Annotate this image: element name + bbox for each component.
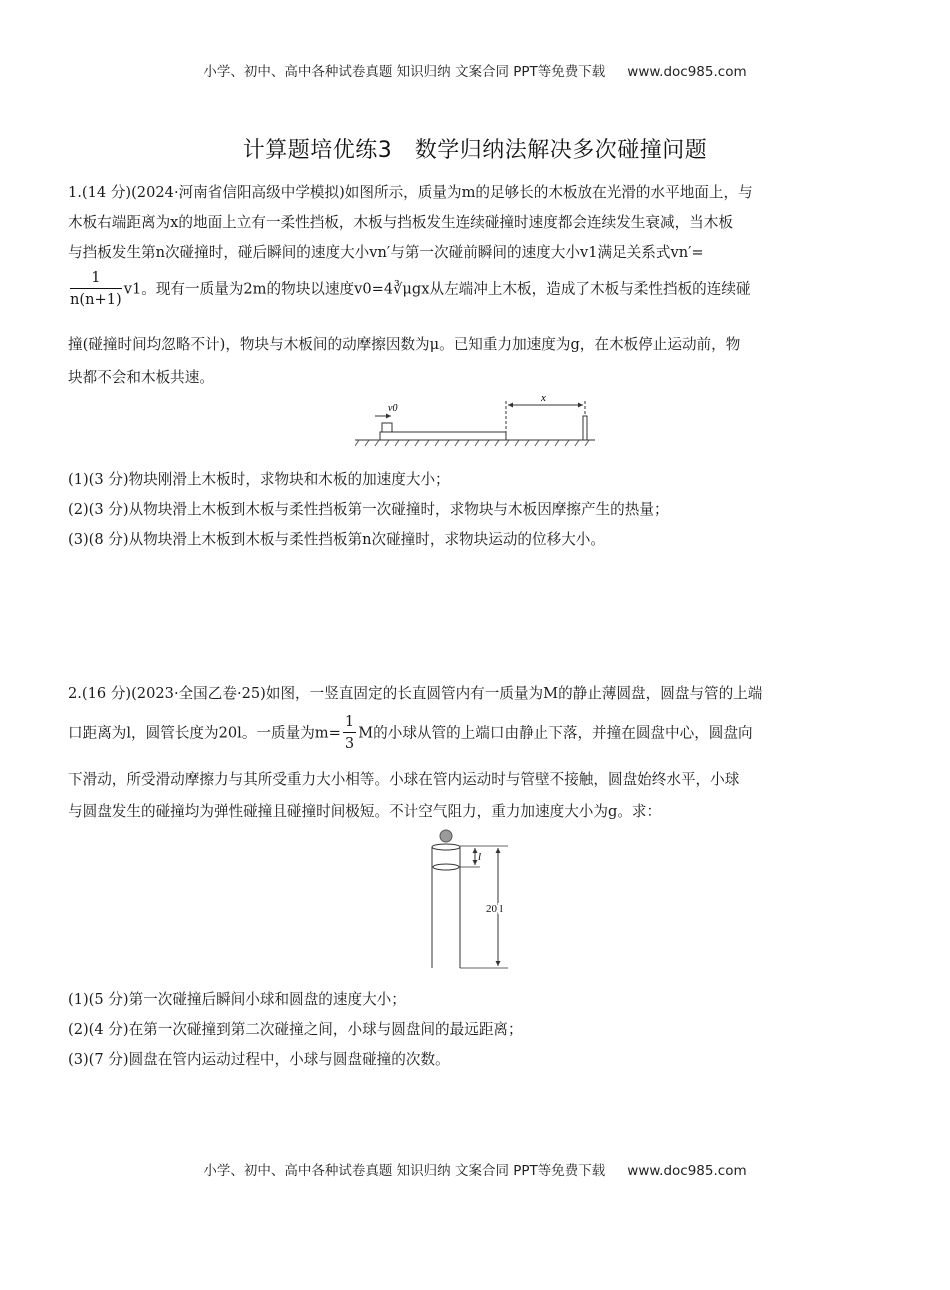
p2-frac-den: 3 <box>344 735 355 752</box>
ground-hatch <box>355 440 589 446</box>
p2-fraction <box>343 712 356 755</box>
p1-question-3: (3)(8 分)从物块滑上木板到木板与柔性挡板第n次碰撞时，求物块运动的位移大小。 <box>68 531 605 548</box>
p1-frac-den: n(n+1) <box>70 291 122 308</box>
page-footer <box>0 1159 950 1179</box>
page-title: 计算题培优练3 数学归纳法解决多次碰撞问题 <box>242 138 708 163</box>
20l-label: 20 l <box>486 903 503 915</box>
p1-line2: 木板右端距离为x的地面上立有一柔性挡板，木板与挡板发生连续碰撞时速度都会连续发生衰减，当木板 <box>68 214 733 231</box>
p2-line2 <box>68 712 753 755</box>
p2-line1: 2.(16 分)(2023·全国乙卷·25)如图，一竖直固定的长直圆管内有一质量为M的静止薄圆盘，圆盘与管的上端 <box>68 685 763 702</box>
soft-barrier <box>583 416 587 440</box>
block <box>382 423 392 432</box>
p2-question-3: (3)(7 分)圆盘在管内运动过程中，小球与圆盘碰撞的次数。 <box>68 1051 450 1068</box>
header-url[interactable]: www.doc985.com <box>627 64 747 80</box>
board <box>380 432 506 440</box>
p1-line3: 与挡板发生第n次碰撞时，碰后瞬间的速度大小vn′与第一次碰前瞬间的速度大小v1满足关系式vn′= <box>68 244 704 261</box>
figure-board-block <box>355 393 595 451</box>
p1-question-2: (2)(3 分)从物块滑上木板到木板与柔性挡板第一次碰撞时，求物块与木板因摩擦产生的热量； <box>68 501 669 518</box>
ball <box>440 830 452 842</box>
figure-tube-disc <box>420 826 520 972</box>
page-header <box>0 60 950 80</box>
l-label: l <box>478 851 482 863</box>
p1-line4 <box>68 268 751 311</box>
p2-line2-text: 口距离为l，圆管长度为20l。一质量为m= <box>68 724 341 742</box>
tube-top <box>432 844 460 850</box>
p2-frac-num: 1 <box>343 712 356 733</box>
footer-text: 小学、初中、高中各种试卷真题 知识归纳 文案合同 PPT等免费下载 <box>203 1163 606 1179</box>
p1-line6: 块都不会和木板共速。 <box>68 369 214 386</box>
p1-fraction <box>70 268 122 311</box>
p2-line2-after: M的小球从管的上端口由静止下落，并撞在圆盘中心，圆盘向 <box>358 724 753 742</box>
x-label: x <box>541 393 546 404</box>
p1-line1: 1.(14 分)(2024·河南省信阳高级中学模拟)如图所示，质量为m的足够长的木板放在光滑的水平地面上，与 <box>68 184 753 201</box>
p1-frac-num: 1 <box>70 268 122 289</box>
p1-question-1: (1)(3 分)物块刚滑上木板时，求物块和木板的加速度大小； <box>68 471 450 488</box>
header-text: 小学、初中、高中各种试卷真题 知识归纳 文案合同 PPT等免费下载 <box>203 64 606 80</box>
disc <box>433 864 459 870</box>
p2-line3: 下滑动，所受滑动摩擦力与其所受重力大小相等。小球在管内运动时与管壁不接触，圆盘始终水平，小球 <box>68 771 740 788</box>
p1-line4-text: v1。现有一质量为2m的物块以速度v0=4∛μgx从左端冲上木板，造成了木板与柔性挡板的连续碰 <box>123 280 751 298</box>
footer-url[interactable]: www.doc985.com <box>627 1163 747 1179</box>
p1-line5: 撞(碰撞时间均忽略不计)，物块与木板间的动摩擦因数为μ。已知重力加速度为g，在木板停止运动前，物 <box>68 336 741 353</box>
v0-label: v0 <box>388 403 398 414</box>
p2-line4: 与圆盘发生的碰撞均为弹性碰撞且碰撞时间极短。不计空气阻力，重力加速度大小为g。求： <box>68 803 662 820</box>
p2-question-2: (2)(4 分)在第一次碰撞到第二次碰撞之间，小球与圆盘间的最远距离； <box>68 1021 523 1038</box>
p2-question-1: (1)(5 分)第一次碰撞后瞬间小球和圆盘的速度大小； <box>68 991 406 1008</box>
